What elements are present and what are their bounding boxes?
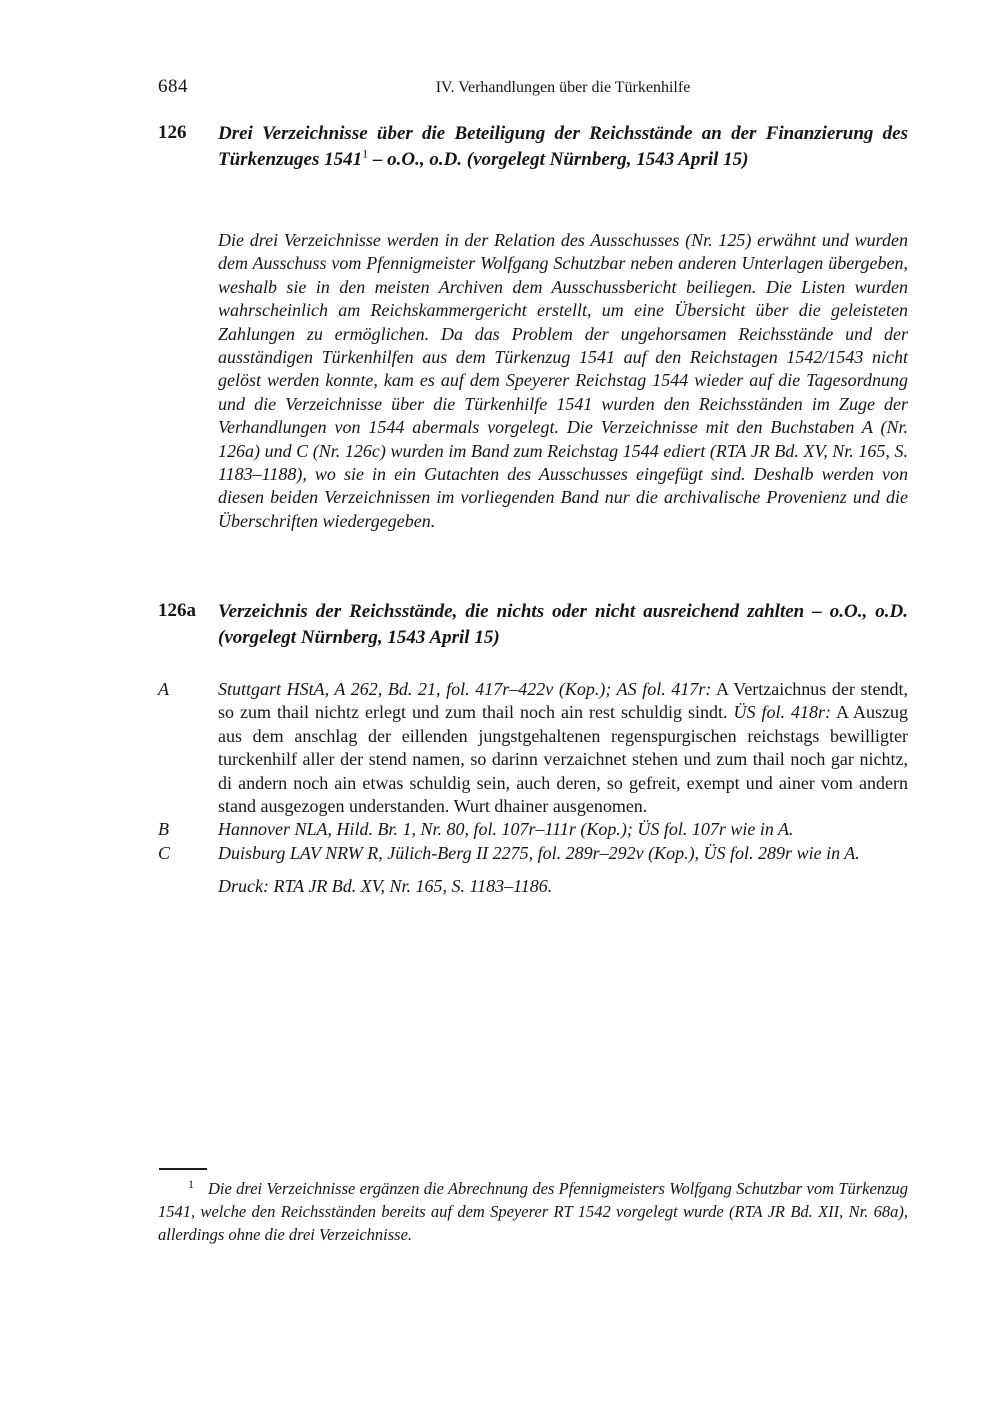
footnote-marker: 1	[188, 1176, 194, 1191]
source-text-a	[218, 678, 908, 818]
entry-126-title-date: – o.O., o.D. (vorgelegt Nürnberg, 1543 April 15)	[368, 148, 749, 170]
source-entry-c	[158, 842, 908, 865]
footnote-1	[158, 1177, 908, 1247]
source-entry-b	[158, 818, 908, 841]
entry-126-number: 126	[158, 122, 187, 143]
entry-126a-title: Verzeichnis der Reichsstände, die nichts oder nicht ausreichend zahlten – o.O., o.D. (vorgelegt Nürnberg, 1543 April 15)	[218, 601, 908, 648]
footnote-separator	[159, 1168, 207, 1170]
entry-126a-number: 126a	[158, 600, 196, 621]
archive-reference-a: Stuttgart HStA, A 262, Bd. 21, fol. 417r–422v (Kop.); AS fol. 417r:	[218, 679, 712, 699]
running-head: IV. Verhandlungen über die Türkenhilfe	[435, 79, 691, 96]
quoted-heading-us: A Auszug aus dem anschlag der eillenden jungstgehaltenen regenspurgischen reichstags bewilligter turckenhilf aller der stend namen, so darinn verzaichnet stehen und zum thail noch gar nichtz, di andern noch ain etwas schuldig sein, auch deren, so gefreit, exempt und ainer vom andern stand ausgezogen understanden. Wurt dhainer ausgenomen.	[218, 702, 909, 817]
entry-126	[158, 121, 908, 172]
entry-126a	[158, 599, 908, 650]
page-number: 684	[158, 76, 188, 97]
archive-reference-c: Duisburg LAV NRW R, Jülich-Berg II 2275, fol. 289r–292v (Kop.), ÜS fol. 289r wie in A.	[218, 842, 860, 863]
druck-line: Druck: RTA JR Bd. XV, Nr. 165, S. 1183–1186.	[218, 876, 553, 897]
footnote-text: Die drei Verzeichnisse ergänzen die Abrechnung des Pfennigmeisters Wolfgang Schutzbar vom Türkenzug 1541, welche den Reichsständen bereits auf dem Speyerer RT 1542 vorgelegt wurde (RTA JR Bd. XII, Nr. 68a), allerdings ohne die drei Verzeichnisse.	[158, 1179, 908, 1245]
quoted-heading-as: A Vertzaichnus der stendt, so zum thail nichtz erlegt und zum thail noch ain rest schuldig sindt.	[218, 679, 908, 723]
source-list	[158, 678, 908, 899]
entry-126-title-text: Drei Verzeichnisse über die Beteiligung der Reichsstände an der Finanzierung des Türkenzuges 1541	[218, 123, 908, 170]
entry-126-title	[218, 121, 908, 172]
footnote-ref-1: 1	[362, 146, 369, 161]
source-text-c	[218, 842, 908, 865]
source-text-b	[218, 818, 908, 841]
footnote-block	[158, 1168, 908, 1247]
source-entry-a	[158, 678, 908, 818]
archive-reference-a-us: ÜS fol. 418r:	[733, 702, 831, 723]
archive-reference-b: Hannover NLA, Hild. Br. 1, Nr. 80, fol. 107r–111r (Kop.); ÜS fol. 107r wie in A.	[218, 819, 794, 840]
source-siglum-a: A	[158, 679, 169, 699]
source-siglum-c: C	[158, 842, 171, 863]
source-siglum-b: B	[158, 819, 169, 840]
entry-126-summary: Die drei Verzeichnisse werden in der Relation des Ausschusses (Nr. 125) erwähnt und wurden dem Ausschuss vom Pfennigmeister Wolfgang Schutzbar neben anderen Unterlagen übergeben, weshalb sie in den meisten Archiven dem Ausschussbericht beiliegen. Die Listen wurden wahrscheinlich am Reichskammergericht erstellt, um eine Übersicht über die geleisteten Zahlungen zu ermöglichen. Da das Problem der ungehorsamen Reichsstände und der ausständigen Türkenhilfen aus dem Türkenzug 1541 auf den Reichstagen 1542/1543 nicht gelöst werden konnte, kam es auf dem Speyerer Reichstag 1544 wieder auf die Tagesordnung und die Verzeichnisse über die Türkenhilfe 1541 wurden den Reichsständen im Zuge der Verhandlungen von 1544 abermals vorgelegt. Die Verzeichnisse mit den Buchstaben A (Nr. 126a) und C (Nr. 126c) wurden im Band zum Reichstag 1544 ediert (RTA JR Bd. XV, Nr. 165, S. 1183–1188), wo sie in ein Gutachten des Ausschusses eingefügt sind. Deshalb werden von diesen beiden Verzeichnissen im vorliegenden Band nur die archivalische Provenienz und die Überschriften wiedergegeben.	[218, 230, 908, 531]
